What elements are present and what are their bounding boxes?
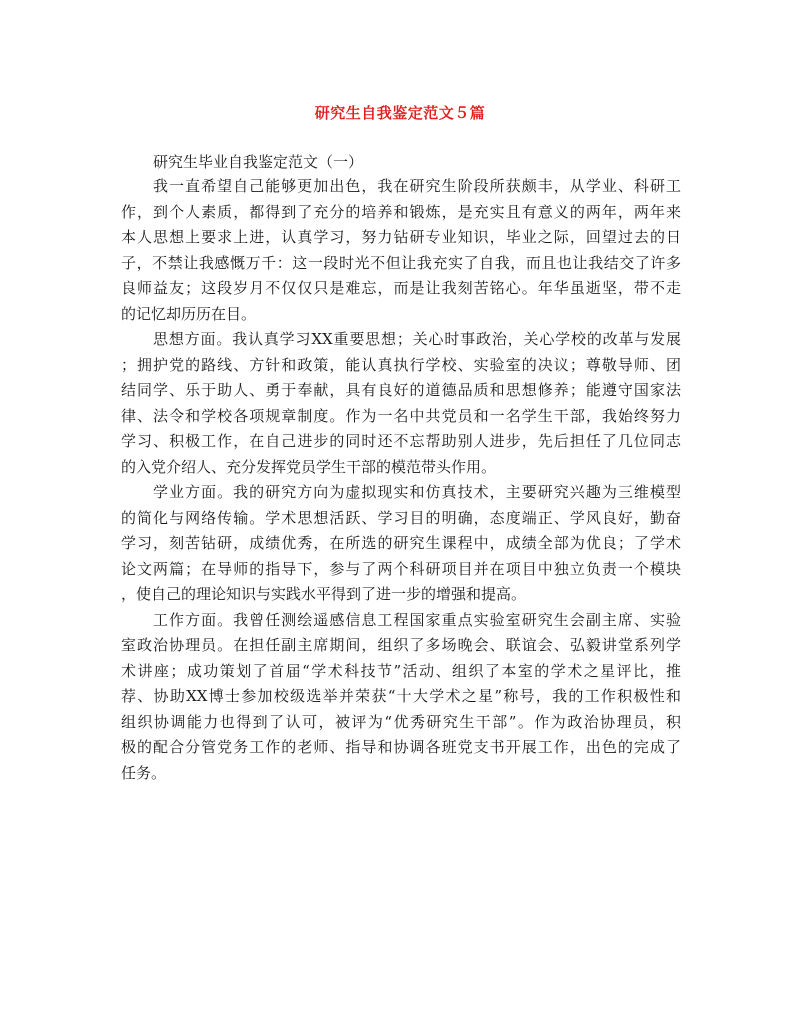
paragraph-line: 律、法令和学校各项规章制度。作为一名中共党员和一名学生干部，我始终努力 (121, 406, 681, 425)
paragraph-line: 的记忆却历历在目。 (121, 304, 257, 323)
paragraph-line: 术讲座；成功策划了首届“学术科技节”活动、组织了本室的学术之星评比，推 (121, 661, 681, 680)
paragraph-line: 结同学、乐于助人、勇于奉献，具有良好的道德品质和思想修养；能遵守国家法 (121, 381, 681, 399)
paragraph-line: 思想方面。我认真学习XX重要思想；关心时事政治，关心学校的改革与发展 (153, 330, 681, 348)
paragraph-line: 良师益友；这段岁月不仅仅只是难忘，而是让我刻苦铭心。年华虽逝坚，带不走 (121, 279, 681, 297)
paragraph-line: 室政治协理员。在担任副主席期间，组织了多场晚会、联谊会、弘毅讲堂系列学 (121, 636, 681, 654)
paragraph-line: 极的配合分管党务工作的老师、指导和协调各班党支书开展工作，出色的完成了 (121, 738, 681, 756)
paragraph-line: 的简化与网络传输。学术思想活跃、学习目的明确，态度端正、学风良好，勤奋 (121, 508, 681, 527)
paragraph-1 (121, 174, 681, 327)
paragraph-line: 学习，刻苦钻研，成绩优秀，在所选的研究生课程中，成绩全部为优良；了学术 (121, 534, 681, 552)
paragraph-line: 学习、积极工作，在自己进步的同时还不忘帮助别人进步，先后担任了几位同志 (121, 432, 681, 450)
section-heading: 研究生毕业自我鉴定范文（一） (153, 153, 364, 171)
paragraph-line: 组织协调能力也得到了认可，被评为“优秀研究生干部”。作为政治协理员，积 (121, 712, 681, 731)
paragraph-3 (121, 480, 681, 608)
paragraph-line: ；拥护党的路线、方针和政策，能认真执行学校、实验室的决议；尊敬导师、团 (121, 355, 681, 374)
paragraph-line: ，使自己的理论知识与实践水平得到了进一步的增强和提高。 (121, 585, 527, 603)
paragraph-line: 作，到个人素质，都得到了充分的培养和锻炼，是充实且有意义的两年，两年来 (121, 202, 681, 221)
paragraph-line: 荐、协助XX博士参加校级选举并荣获“十大学术之星”称号，我的工作积极性和 (121, 687, 681, 705)
paragraph-line: 的入党介绍人、充分发挥党员学生干部的模范带头作用。 (121, 457, 497, 476)
paragraph-line: 本人思想上要求上进，认真学习，努力钻研专业知识，毕业之际，回望过去的日 (121, 228, 681, 246)
paragraph-line: 学业方面。我的研究方向为虚拟现实和仿真技术，主要研究兴趣为三维模型 (153, 483, 681, 501)
document-title: 研究生自我鉴定范文５篇 (314, 104, 486, 122)
paragraph-2 (121, 327, 681, 480)
paragraph-line: 工作方面。我曾任测绘遥感信息工程国家重点实验室研究生会副主席、实验 (153, 610, 681, 629)
document-body (121, 150, 681, 786)
paragraph-line: 子，不禁让我感慨万千：这一段时光不但让我充实了自我，而且也让我结交了许多 (121, 253, 681, 272)
paragraph-line: 任务。 (121, 763, 167, 782)
paragraph-4 (121, 608, 681, 787)
paragraph-line: 我一直希望自己能够更加出色，我在研究生阶段所获颇丰，从学业、科研工 (153, 177, 681, 195)
paragraph-line: 论文两篇；在导师的指导下，参与了两个科研项目并在项目中独立负责一个模块 (121, 559, 681, 578)
